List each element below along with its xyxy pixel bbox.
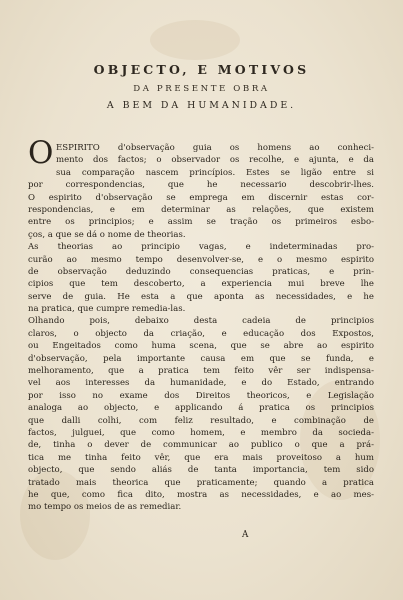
text-line: analoga ao objecto, e applicando á pratica os principios xyxy=(28,403,374,414)
catchword: A xyxy=(242,530,249,540)
text-line: claros, o objecto da criação, e educação dos Expostos, xyxy=(28,328,374,339)
text-lines xyxy=(28,142,374,514)
drop-cap: O xyxy=(28,135,54,171)
text-line: ços, a que se dá o nome de theorias. xyxy=(28,229,186,240)
text-line: O espirito d'observação se emprega em discernir estas cor- xyxy=(28,192,374,203)
text-line: melhoramento, que a pratica tem feito vêr ser indispensa- xyxy=(28,366,374,377)
text-line: sua comparação nascem princípios. Estes se ligão entre si xyxy=(56,167,374,178)
text-line: As theorias ao principio vagas, e indeterminadas pro- xyxy=(28,242,374,253)
text-line: mento dos factos; o observador os recolhe, e ajunta, e da xyxy=(56,155,374,166)
text-line: que dalli colhi, com feliz resultado, e combinação de xyxy=(28,415,374,426)
text-line: tica me tinha feito vêr, que era mais proveitoso a hum xyxy=(28,452,374,463)
body-text xyxy=(28,135,374,514)
text-line: d'observação, pela importante causa em que se funda, e xyxy=(28,353,374,364)
paper-stain xyxy=(150,20,240,60)
text-line: ou Engeitados como huma scena, que se abre ao espirito xyxy=(28,341,374,352)
text-line: de, tinha o dever de communicar ao publico o que a prá- xyxy=(28,440,374,451)
text-line: na pratica, que cumpre remedia-las. xyxy=(28,304,186,315)
text-line: cipios que tem descoberto, a experiencia mui breve lhe xyxy=(28,279,374,290)
text-line: Olhando pois, debaixo desta cadeia de principios xyxy=(28,316,374,327)
text-line: de observação deduzindo consequencias praticas, e prin- xyxy=(28,266,374,277)
text-line: curão ao mesmo tempo desenvolver-se, e o mesmo espirito xyxy=(28,254,374,265)
chapter-title: OBJECTO, E MOTIVOS xyxy=(93,62,310,77)
chapter-subtitle-secondary: A BEM DA HUMANIDADE. xyxy=(106,100,297,111)
text-line: entre os principios; e assim se tração os primeiros esbo- xyxy=(28,217,374,228)
text-line: objecto, que sendo aliás de tanta importancia, tem sido xyxy=(28,465,374,476)
text-line: serve de guia. He esta a que aponta as necessidades, e he xyxy=(28,291,374,302)
text-line: mo tempo os meios de as remediar. xyxy=(28,502,182,513)
chapter-subtitle: DA PRESENTE OBRA xyxy=(133,84,270,94)
text-line: ESPIRITO d'observação guia os homens ao conheci- xyxy=(56,143,374,153)
text-line: tratado mais theorica que praticamente; quando a pratica xyxy=(28,477,374,488)
text-line: vel aos interesses da humanidade, e do Estado, entrando xyxy=(28,378,374,389)
text-line: respondencias, e em determinar as relações, que existem xyxy=(28,204,374,215)
text-line: por correspondencias, que he necessario descobrir-lhes. xyxy=(28,180,374,191)
text-line: factos, julguei, que como homem, e membro da socieda- xyxy=(28,427,374,438)
text-line: por isso no exame dos Direitos theoricos, e Legislação xyxy=(28,390,374,401)
text-line: he que, como fica dito, mostra as necessidades, e ao mes- xyxy=(28,489,374,500)
